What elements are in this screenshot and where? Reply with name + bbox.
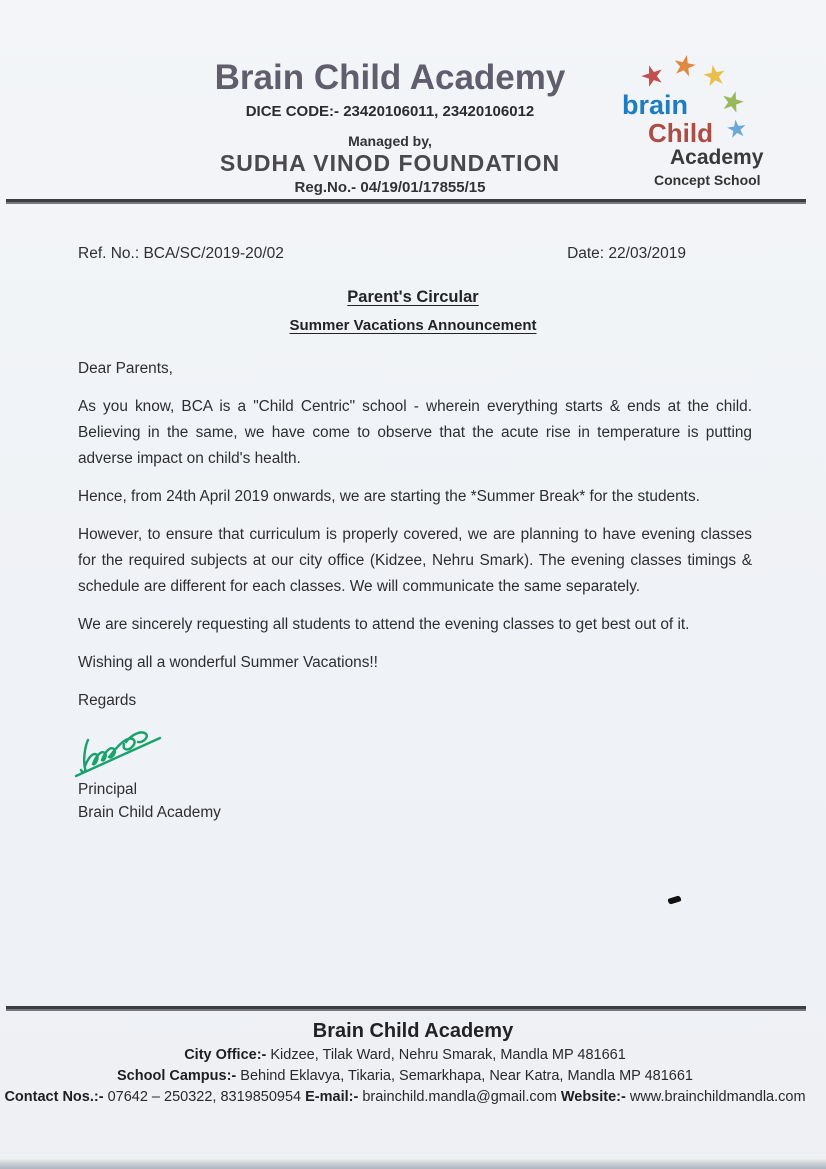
circular-subtitle: Summer Vacations Announcement [289,317,537,334]
website-label: Website:- [560,1089,626,1105]
contact-value: 07642 – 250322, 8319850954 [107,1089,302,1105]
letter-date: Date: 22/03/2019 [567,245,686,262]
logo-word-child: Child [648,118,713,148]
logo-word-academy: Academy [670,146,764,169]
footer-contact-line [0,1089,810,1105]
school-name: Brain Child Academy [214,58,566,97]
logo-tagline: Concept School [654,172,761,188]
contact-label: Contact Nos.:- [4,1089,104,1105]
ref-number: Ref. No.: BCA/SC/2019-20/02 [78,245,284,262]
signatory-org: Brain Child Academy [78,804,221,821]
star-icon: ★ [724,114,750,145]
letter-paragraph: We are sincerely requesting all students to attend the evening classes to get best out of it. [78,616,690,633]
footer-city-office [0,1047,810,1063]
letter-paragraph: Wishing all a wonderful Summer Vacations!! [78,654,378,671]
letter-paragraph: As you know, BCA is a "Child Centric" school - wherein everything starts & ends at the child. Believing in the same, we have come to observe that the acute rise in temperature is putting adverse impact on child's health. [78,398,752,467]
signatory-title: Principal [78,781,138,798]
star-icon: ★ [635,56,670,95]
website-value: www.brainchildmandla.com [629,1089,806,1105]
school-campus-label: School Campus:- [117,1068,237,1084]
footer-school-campus [0,1068,810,1084]
letter-body [78,356,752,824]
email-value: brainchild.mandla@gmail.com [362,1089,557,1105]
meta-row [78,245,686,263]
letter-paragraph: Hence, from 24th April 2019 onwards, we are starting the *Summer Break* for the students. [78,488,700,505]
star-icon: ★ [699,58,730,93]
principal-signature [78,726,752,778]
star-icon: ★ [669,47,701,84]
registration-number: Reg.No.- 04/19/01/17855/15 [294,179,486,196]
scanner-edge [0,1158,826,1169]
closing-word: Regards [78,692,137,709]
school-campus-value: Behind Eklavya, Tikaria, Semarkhapa, Near Katra, Mandla MP 481661 [240,1068,693,1084]
letter-paragraph: However, to ensure that curriculum is properly covered, we are planning to have evening classes for the required subjects at our city office (Kidzee, Nehru Smark). The evening classes timings & schedule are different for each classes. We will communicate the same separately. [78,526,752,595]
ink-smudge [667,895,681,905]
email-label: E-mail:- [305,1089,359,1105]
foundation-name: SUDHA VINOD FOUNDATION [219,150,561,176]
footer-school-name: Brain Child Academy [312,1020,514,1042]
salutation: Dear Parents, [78,360,173,377]
circular-title: Parent's Circular [347,288,479,306]
signature-block [78,778,752,824]
star-icon: ★ [716,83,750,120]
managed-by-label: Managed by, [348,133,432,149]
city-office-label: City Office:- [184,1047,267,1063]
header-divider [6,199,806,204]
dice-code: DICE CODE:- 23420106011, 23420106012 [245,103,535,120]
city-office-value: Kidzee, Tilak Ward, Nehru Smarak, Mandla MP 481661 [270,1047,626,1063]
school-logo [612,47,812,200]
logo-word-brain: brain [622,90,689,120]
footer-divider [6,1006,806,1011]
signature-icon [74,726,174,778]
